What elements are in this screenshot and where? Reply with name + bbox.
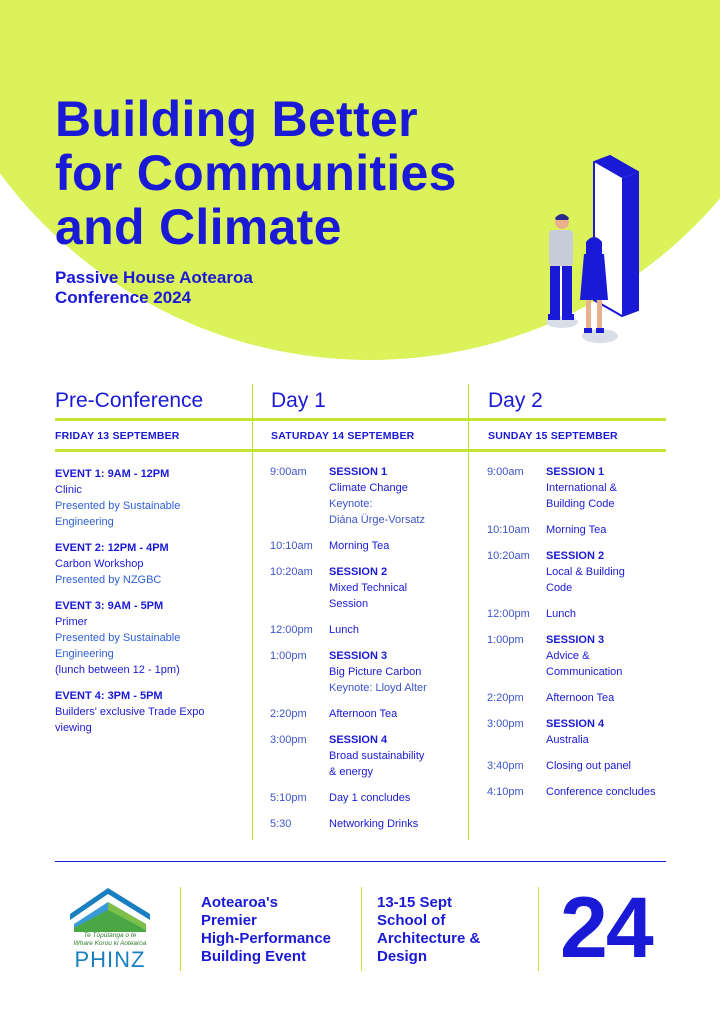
session-description: Session (329, 598, 369, 610)
session-description: Morning Tea (546, 524, 607, 536)
event-title: EVENT 3: 9AM - 5PM (55, 600, 164, 612)
event-name: Carbon Workshop (55, 558, 144, 570)
footer-tagline-line: High-Performance (201, 930, 332, 947)
schedule-body (546, 716, 667, 748)
day1-schedule (270, 464, 465, 842)
footer-tagline-line: Building Event (201, 948, 306, 965)
schedule-time: 10:20am (487, 550, 530, 562)
schedule-body (546, 690, 667, 706)
footer-event-line: Architecture & (377, 930, 481, 947)
event-title: EVENT 2: 12PM - 4PM (55, 542, 169, 554)
schedule-time: 4:10pm (487, 786, 524, 798)
logo-tagline (60, 932, 160, 948)
session-description: Afternoon Tea (329, 708, 398, 720)
session-keynote: Keynote: (329, 498, 373, 510)
schedule-body (329, 464, 465, 528)
session-keynote: Diána Ürge-Vorsatz (329, 514, 425, 526)
schedule-time: 9:00am (270, 466, 307, 478)
schedule-body (329, 816, 465, 832)
session-title: SESSION 3 (546, 634, 605, 646)
schedule-row (487, 606, 667, 622)
event-title: EVENT 4: 3PM - 5PM (55, 690, 163, 702)
schedule-time: 2:20pm (487, 692, 524, 704)
event-name: Primer (55, 616, 88, 628)
pre-conference-events (55, 466, 245, 746)
session-description: Australia (546, 734, 589, 746)
event-note: (lunch between 12 - 1pm) (55, 664, 180, 676)
schedule-body (329, 706, 465, 722)
title-line: for Communities (55, 145, 457, 201)
schedule-time: 12:00pm (487, 608, 530, 620)
event-item (55, 540, 245, 588)
session-description: Big Picture Carbon (329, 666, 422, 678)
footer-tagline-line: Premier (201, 912, 257, 929)
session-description: Code (546, 582, 573, 594)
schedule-body (329, 564, 465, 612)
subtitle-line: Passive House Aotearoa (55, 268, 253, 287)
event-item (55, 688, 245, 736)
session-description: Climate Change (329, 482, 408, 494)
event-item (55, 466, 245, 530)
schedule-row (487, 758, 667, 774)
event-presenter: Presented by Sustainable (55, 500, 181, 512)
schedule-body (546, 758, 667, 774)
schedule-body (329, 648, 465, 696)
footer-event-line: 13-15 Sept (377, 894, 453, 911)
session-description: Closing out panel (546, 760, 632, 772)
title-line: and Climate (55, 199, 342, 255)
schedule-row (270, 464, 465, 528)
session-title: SESSION 2 (329, 566, 388, 578)
title-line: Building Better (55, 91, 418, 147)
schedule-body (546, 606, 667, 622)
session-description: Networking Drinks (329, 818, 419, 830)
session-description: Advice & (546, 650, 590, 662)
day2-schedule (487, 464, 667, 810)
session-description: Mixed Technical (329, 582, 408, 594)
event-presenter: Presented by Sustainable (55, 632, 181, 644)
event-item (55, 598, 245, 678)
event-presenter: Engineering (55, 648, 114, 660)
schedule-body (329, 538, 465, 554)
schedule-body (546, 784, 667, 800)
session-description: Morning Tea (329, 540, 390, 552)
pre-conference-date: FRIDAY 13 SEPTEMBER (55, 430, 180, 442)
people-at-door-illustration (520, 150, 700, 355)
day2-date: SUNDAY 15 SEPTEMBER (488, 430, 618, 442)
schedule-body (546, 522, 667, 538)
schedule-body (546, 464, 667, 512)
event-name: viewing (55, 722, 92, 734)
schedule-row (270, 564, 465, 612)
schedule-body (329, 622, 465, 638)
event-title: EVENT 1: 9AM - 12PM (55, 468, 170, 480)
event-name: Clinic (55, 484, 82, 496)
schedule-row (487, 784, 667, 800)
schedule-row (487, 716, 667, 748)
session-description: & energy (329, 766, 374, 778)
schedule-time: 10:10am (270, 540, 313, 552)
schedule-time: 12:00pm (270, 624, 313, 636)
schedule-row (487, 464, 667, 512)
schedule-body (546, 632, 667, 680)
event-presenter: Engineering (55, 516, 114, 528)
session-description: Broad sustainability (329, 750, 425, 762)
logo-name: PHINZ (74, 947, 146, 972)
schedule-body (329, 790, 465, 806)
event-presenter: Presented by NZGBC (55, 574, 162, 586)
schedule-row (270, 790, 465, 806)
session-title: SESSION 4 (546, 718, 605, 730)
footer-event-line: Design (377, 948, 428, 965)
schedule-time: 5:10pm (270, 792, 307, 804)
session-description: Building Code (546, 498, 615, 510)
footer-divider (55, 861, 666, 862)
schedule-body (329, 732, 465, 780)
schedule-row (270, 732, 465, 780)
schedule-time: 10:20am (270, 566, 313, 578)
footer-divider-3 (538, 887, 539, 971)
session-description: Day 1 concludes (329, 792, 411, 804)
schedule-time: 10:10am (487, 524, 530, 536)
schedule-time: 1:00pm (270, 650, 307, 662)
schedule-row (270, 706, 465, 722)
day1-date: SATURDAY 14 SEPTEMBER (271, 430, 415, 442)
schedule-row (487, 522, 667, 538)
footer-divider-1 (180, 887, 181, 971)
schedule-row (487, 690, 667, 706)
pre-conference-heading: Pre-Conference (55, 389, 204, 412)
schedule-row (270, 816, 465, 832)
footer-event-line: School of (377, 912, 446, 929)
pre-conference-column (55, 384, 251, 442)
schedule-time: 2:20pm (270, 708, 307, 720)
schedule-row (270, 648, 465, 696)
session-description: Conference concludes (546, 786, 656, 798)
schedule-time: 5:30 (270, 818, 292, 830)
schedule-time: 3:40pm (487, 760, 524, 772)
schedule-time: 3:00pm (270, 734, 307, 746)
logo-tagline-line: Whare Korou ki Aotearoa (73, 940, 147, 947)
day2-heading: Day 2 (488, 389, 543, 412)
schedule-time: 1:00pm (487, 634, 524, 646)
session-title: SESSION 1 (546, 466, 605, 478)
session-title: SESSION 3 (329, 650, 388, 662)
footer-tagline-line: Aotearoa's (201, 894, 278, 911)
session-description: Afternoon Tea (546, 692, 615, 704)
logo-tagline-line: Te Tōpūtanga o te (83, 932, 137, 939)
subtitle-line: Conference 2024 (55, 288, 192, 307)
session-title: SESSION 2 (546, 550, 605, 562)
schedule-row (487, 632, 667, 680)
year-number: 24 (560, 880, 652, 976)
session-description: Communication (546, 666, 623, 678)
footer-tagline (201, 894, 361, 966)
page-title (55, 92, 525, 254)
session-description: International & (546, 482, 617, 494)
footer-divider-2 (361, 887, 362, 971)
conference-subtitle (55, 268, 355, 308)
event-name: Builders' exclusive Trade Expo (55, 706, 205, 718)
session-keynote: Keynote: Lloyd Alter (329, 682, 427, 694)
session-description: Local & Building (546, 566, 625, 578)
session-description: Lunch (546, 608, 576, 620)
schedule-body (546, 548, 667, 596)
schedule-row (270, 538, 465, 554)
session-title: SESSION 1 (329, 466, 388, 478)
schedule-time: 9:00am (487, 466, 524, 478)
session-description: Lunch (329, 624, 359, 636)
footer-event-details (377, 894, 537, 966)
schedule-row (487, 548, 667, 596)
schedule-time: 3:00pm (487, 718, 524, 730)
day1-heading: Day 1 (271, 389, 326, 412)
session-title: SESSION 4 (329, 734, 388, 746)
schedule-row (270, 622, 465, 638)
